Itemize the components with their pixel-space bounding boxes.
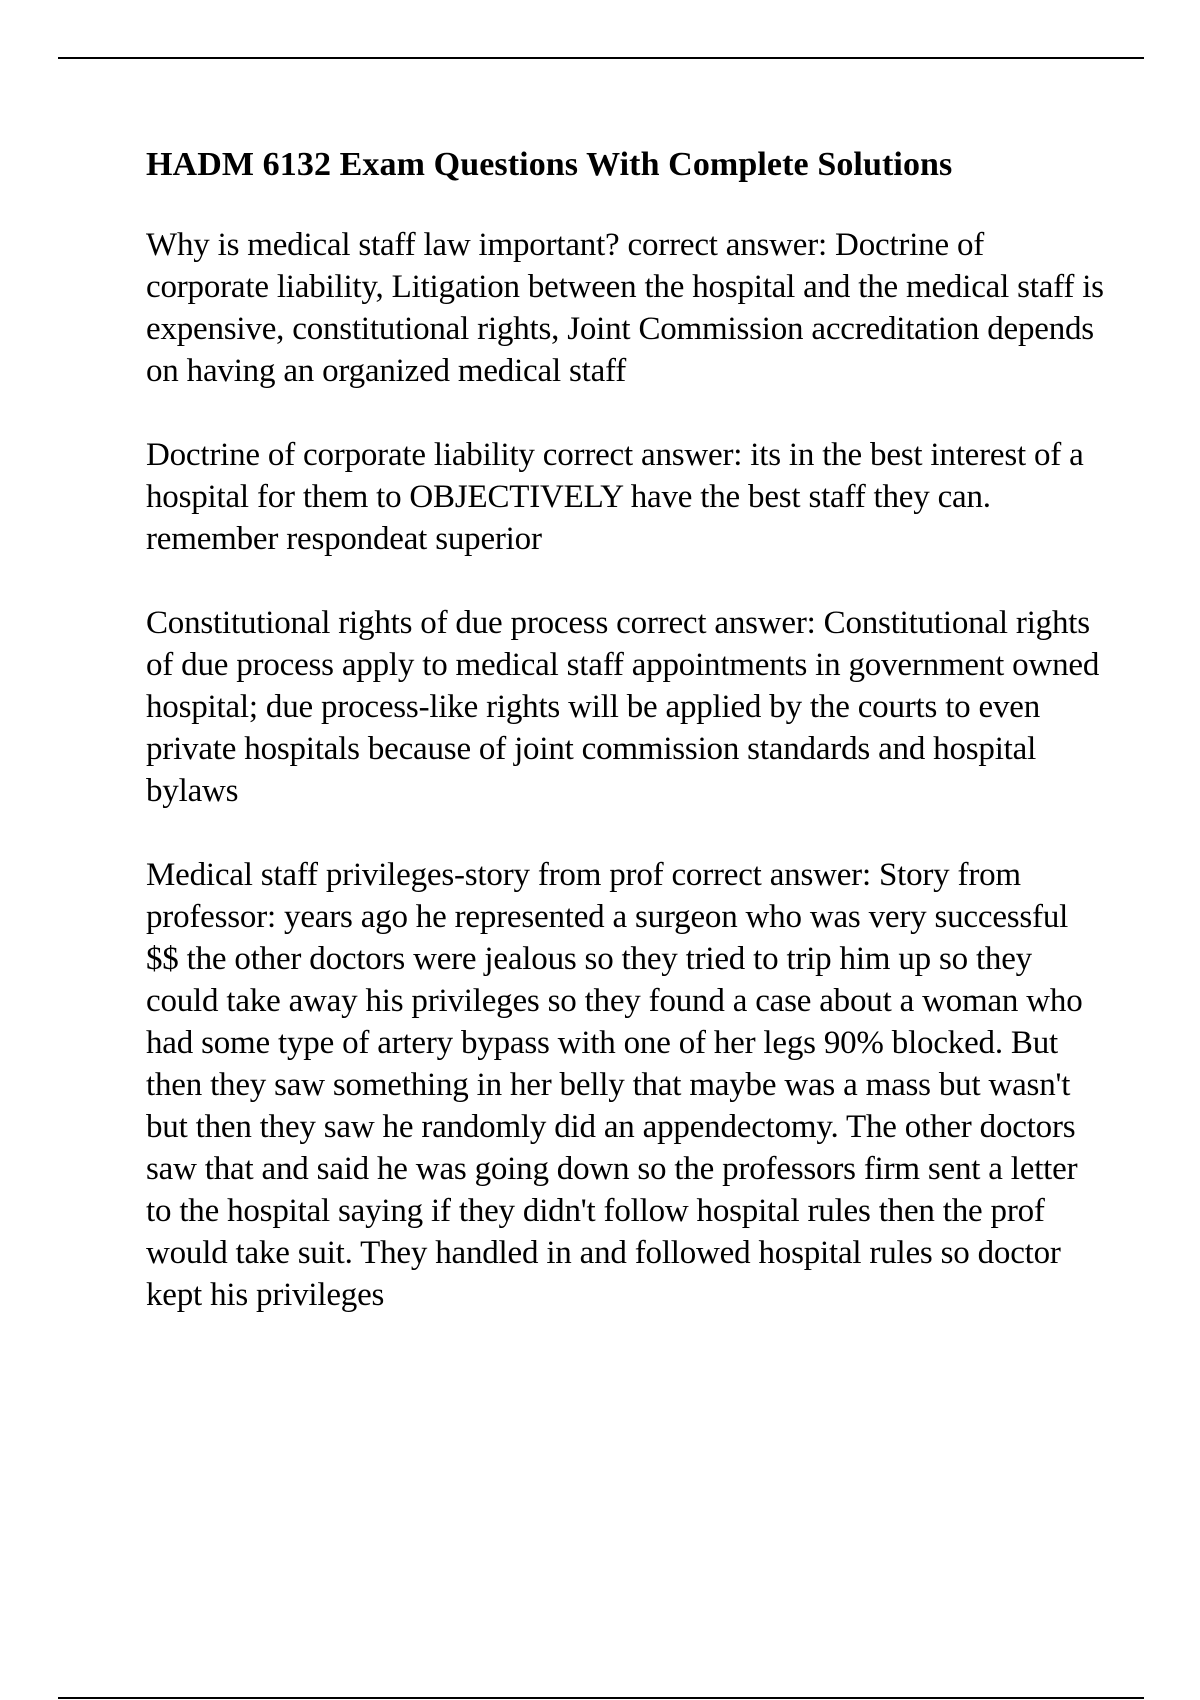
qa-entry-2: Doctrine of corporate liability correct answer: its in the best interest of a hospital for them to OBJECTIVELY have the best staff they can. remember respondeat superior [146,437,1084,557]
qa-entry-1: Why is medical staff law important? correct answer: Doctrine of corporate liability, Litigation between the hospital and the medical staff is expensive, constitutional rights, Joint Commission accreditation depends on having an organized medical staff [146,227,1104,389]
top-rule [58,57,1144,59]
qa-entry-4: Medical staff privileges-story from prof correct answer: Story from professor: years ago he represented a surgeon who was very successful $$ the other doctors were jealous so they tried to trip him up so they could take away his privileges so they found a case about a woman who had some type of artery bypass with one of her legs 90% blocked. But then they saw something in her belly that maybe was a mass but wasn't but then they saw he randomly did an appendectomy. The other doctors saw that and said he was going down so the professors firm sent a letter to the hospital saying if they didn't follow hospital rules then the prof would take suit. They handled in and followed hospital rules so doctor kept his privileges [146,857,1083,1313]
document-body [146,144,1106,1358]
document-title: HADM 6132 Exam Questions With Complete Solutions [146,146,953,183]
bottom-rule [58,1697,1144,1699]
qa-entry-3: Constitutional rights of due process correct answer: Constitutional rights of due process apply to medical staff appointments in government owned hospital; due process-like rights will be applied by the courts to even private hospitals because of joint commission standards and hospital bylaws [146,605,1100,809]
